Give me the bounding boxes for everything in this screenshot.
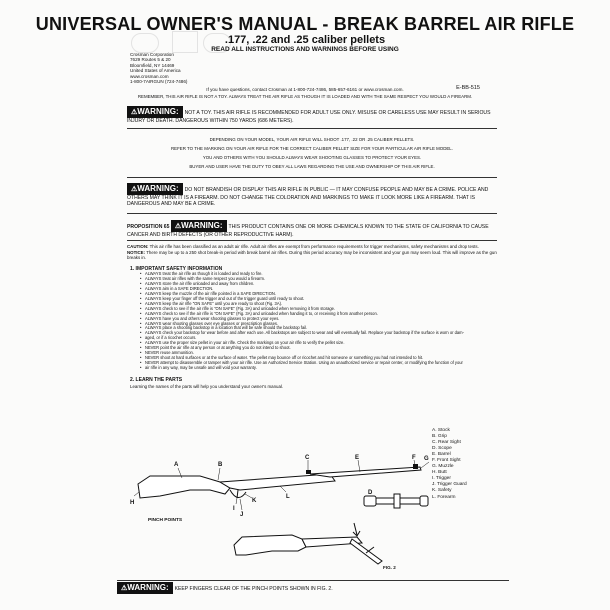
caliber-subtitle: .177, .22 and .25 caliber pellets <box>224 34 386 46</box>
warning-not-a-toy: ⚠WARNING: NOT A TOY. THIS AIR RIFLE IS RECOMMENDED FOR ADULT USE ONLY. MISUSE OR CARELESS USE MAY RESULT IN SERIOUS INJURY OR DEATH. DANGEROUS WITHIN 750 YARDS (686 METERS). <box>127 107 491 124</box>
list-item: • NEVER shoot at hard surfaces or at the surface of water. The pellet may bounce off or ricochet and hit someone or something you had not intended to hit. <box>140 356 500 361</box>
warning-pinch-points: ⚠WARNING: KEEP FINGERS CLEAR OF THE PINCH POINTS SHOWN IN FIG. 2. <box>117 582 333 594</box>
list-item: • ALWAYS keep your finger off the trigger and out of the trigger guard until ready to shoot. <box>140 297 500 302</box>
scope-shape <box>364 494 428 508</box>
part-letter-c: C <box>305 455 310 461</box>
part-letter-l: L <box>286 494 290 500</box>
list-item: E. Barrel <box>432 452 451 458</box>
divider <box>127 177 497 178</box>
list-item: H. Butt <box>432 470 447 476</box>
warning-triangle-icon: ⚠ <box>131 186 138 193</box>
front-sight-shape <box>413 464 418 469</box>
list-item: L. Forearm <box>432 494 456 500</box>
contact-line: If you have questions, contact Crosman at 1-800-724-7486, 585-657-6161 or www.crosman.com. <box>206 87 404 92</box>
warning-label: ⚠WARNING: <box>127 183 183 195</box>
list-item: • ALWAYS check to see if the air rifle is "ON SAFE" (Fig. 3A) and unloaded when handing it to, or receiving it from another person. <box>140 312 500 317</box>
divider <box>117 580 509 581</box>
caution-paragraph: CAUTION: This air rifle has been classified as an adult air rifle. Adult air rifles are exempt from performance requirements for trigger mechanisms, safety mechanisms and drop tests. <box>127 244 479 249</box>
glasses-line: YOU AND OTHERS WITH YOU SHOULD ALWAYS WEAR SHOOTING GLASSES TO PROTECT YOUR EYES. <box>202 155 422 160</box>
page-title: UNIVERSAL OWNER'S MANUAL - BREAK BARREL AIR RIFLE <box>35 14 575 34</box>
list-item: A. Stock <box>432 428 450 433</box>
read-instructions-subtitle: READ ALL INSTRUCTIONS AND WARNINGS BEFORE USING <box>211 46 399 53</box>
section-parts-heading: 2. LEARN THE PARTS <box>130 377 183 383</box>
list-item: B. Grip <box>432 434 447 440</box>
document-code: E-BB-515 <box>456 85 480 91</box>
list-item: • ALWAYS keep the muzzle of the air rifle pointed in a SAFE DIRECTION. <box>140 292 500 297</box>
pinch-points-diagram <box>232 517 402 567</box>
part-letter-i: I <box>233 506 235 512</box>
warning-triangle-icon: ⚠ <box>121 585 128 592</box>
list-item: • ALWAYS wear shooting glasses over eye glasses or prescription glasses. <box>140 322 500 327</box>
list-item: • ALWAYS check to see if the air rifle is "ON SAFE" (Fig. 3A) and unloaded when removing it from storage. <box>140 307 500 312</box>
warning-triangle-icon: ⚠ <box>174 223 182 230</box>
list-item: K. Safety <box>432 488 452 494</box>
pinch-points-heading: PINCH POINTS <box>148 518 183 523</box>
list-item: • ALWAYS store the air rifle unloaded and away from children. <box>140 282 500 287</box>
figure-label: FIG. 2 <box>383 565 396 570</box>
divider <box>127 213 497 214</box>
list-item: • NEVER attempt to disassemble or tamper with your air rifle. Use an Authorized Service Station. Using an unauthorized service or repair center, or modifying the function of your <box>140 361 500 366</box>
safety-bullet-list <box>140 272 500 371</box>
learn-parts-text: Learning the names of the parts will help you understand your owner's manual. <box>130 384 284 389</box>
warning-prop65: PROPOSITION 65 ⚠WARNING: THIS PRODUCT CONTAINS ONE OR MORE CHEMICALS KNOWN TO THE STATE OF CALIFORNIA TO CAUSE CANCER AND BIRTH DEFECTS (OR OTHER REPRODUCTIVE HARM). <box>127 221 489 238</box>
part-letter-f: F <box>412 455 416 461</box>
part-letter-h: H <box>130 500 135 506</box>
company-address: Crosman Corporation 7629 Routes 5 & 20 Bloomfield, NY 14469 United States of America www.crosman.com 1-800-7AIRGUN (724-7486) <box>130 52 188 85</box>
warning-label: ⚠WARNING: <box>127 106 183 118</box>
notice-paragraph: NOTICE: There may be up to a 250 shot break-in period with break barrel air rifles. During this period accuracy may be inconsistent and your gun may seem loud. This will improve as the gun breaks in. <box>127 250 497 261</box>
list-item: I. Trigger <box>432 476 451 482</box>
rifle-barrel-shape <box>310 467 421 477</box>
part-letter-k: K <box>252 498 257 504</box>
list-item-continued: • air rifle in any way, may be unsafe and will void your warranty. <box>140 366 500 371</box>
rifle-stock-shape <box>138 476 230 498</box>
list-item: • ALWAYS place a shooting backstop in a location that will be safe should the backstop fail. <box>140 326 500 331</box>
rifle-forearm-shape <box>220 474 335 490</box>
list-item: J. Trigger Guard <box>432 482 467 488</box>
part-letter-d: D <box>368 490 373 496</box>
divider <box>127 128 497 129</box>
part-letter-a: A <box>174 462 179 468</box>
pinch-stock-shape <box>234 535 306 555</box>
list-item: • ALWAYS check your backstop for wear before and after each use. All backstops are subject to wear and will eventually fail. Replace your backstop if the surface is worn or dam- <box>140 331 500 336</box>
rear-sight-shape <box>306 470 311 474</box>
list-item: • ALWAYS keep the air rifle "ON SAFE" until you are ready to shoot (Fig. 3A). <box>140 302 500 307</box>
list-item: • ALWAYS treat the air rifle as though it is loaded and ready to fire. <box>140 272 500 277</box>
parts-legend <box>432 428 467 501</box>
warning-triangle-icon: ⚠ <box>131 109 138 116</box>
warning-label: ⚠WARNING: <box>171 220 227 232</box>
part-letter-g: G <box>424 456 429 462</box>
part-letter-b: B <box>218 462 223 468</box>
list-item: • ALWAYS aim in a SAFE DIRECTION. <box>140 287 500 292</box>
list-item: • ALWAYS treat air rifles with the same respect you would a firearm. <box>140 277 500 282</box>
trigger-shape <box>237 490 238 498</box>
list-item-continued: • aged, or if a ricochet occurs. <box>140 336 500 341</box>
list-item: F. Front Sight <box>432 458 461 464</box>
pinch-barrel-shape <box>350 539 382 564</box>
list-item: • NEVER point the air rifle at any person or at anything you do not intend to shoot. <box>140 346 500 351</box>
list-item: G. Muzzle <box>432 464 454 470</box>
remember-line: REMEMBER, THIS AIR RIFLE IS NOT A TOY. ALWAYS TREAT THE AIR RIFLE AS THOUGH IT IS LOADED AND WITH THE SAME RESPECT YOU WOULD A FIREARM. <box>137 94 473 99</box>
part-letter-e: E <box>355 455 360 461</box>
part-letter-j: J <box>240 512 244 518</box>
list-item: • NEVER reuse ammunition. <box>140 351 500 356</box>
section-safety-heading: 1. IMPORTANT SAFETY INFORMATION <box>130 266 223 272</box>
list-item: C. Rear Sight <box>432 440 461 446</box>
caliber-line: DEPENDING ON YOUR MODEL, YOUR AIR RIFLE WILL SHOOT .177, .22 OR .25 CALIBER PELLETS. <box>209 137 415 142</box>
list-item: • ALWAYS use the proper size pellet in your air rifle. Check the markings on your air rifle to verify the pellet size. <box>140 341 500 346</box>
warning-brandish: ⚠WARNING: DO NOT BRANDISH OR DISPLAY THIS AIR RIFLE IN PUBLIC — IT MAY CONFUSE PEOPLE AND MAY BE A CRIME. POLICE AND OTHERS MAY THINK IT IS A FIREARM. DO NOT CHANGE THE COLORATION AND MARKINGS TO MAKE IT LOOK MORE LIKE A FIREARM. THAT IS DANGEROUS AND MAY BE A CRIME. <box>127 184 489 208</box>
divider <box>127 240 497 241</box>
marking-line: REFER TO THE MARKING ON YOUR AIR RIFLE FOR THE CORRECT CALIBER PELLET SIZE FOR YOUR PARTICULAR AIR RIFLE MODEL. <box>171 146 453 151</box>
list-item: D. Scope <box>432 446 452 452</box>
laws-line: BUYER AND USER HAVE THE DUTY TO OBEY ALL LAWS REGARDING THE USE AND OWNERSHIP OF THIS AIR RIFLE. <box>189 164 435 169</box>
rifle-parts-diagram <box>130 454 430 518</box>
warning-label: ⚠WARNING: <box>117 582 173 594</box>
list-item: • ALWAYS have you and others wear shooting glasses to protect your eyes. <box>140 317 500 322</box>
